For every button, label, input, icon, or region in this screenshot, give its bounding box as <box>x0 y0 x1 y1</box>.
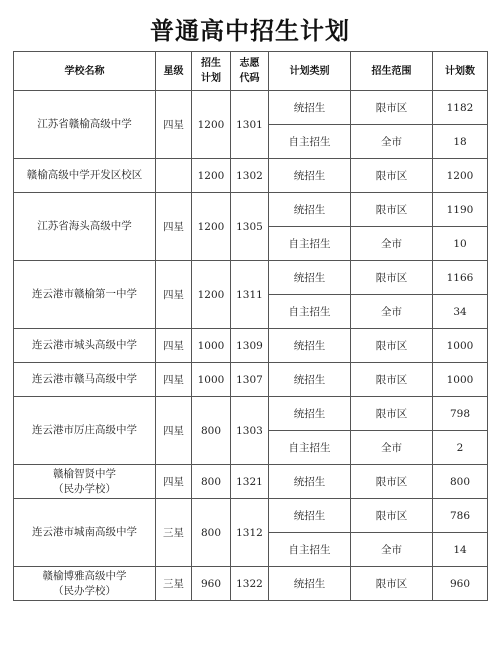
plan-category-cell: 统招生 <box>269 91 351 125</box>
header-code <box>231 52 269 91</box>
plan-category-cell: 自主招生 <box>269 125 351 159</box>
header-plan-line2: 计划 <box>201 73 221 84</box>
choice-code-cell: 1307 <box>231 363 269 397</box>
school-name-cell <box>14 499 156 567</box>
plan-count-cell: 18 <box>433 125 488 159</box>
school-name-cell <box>14 465 156 499</box>
header-category: 计划类别 <box>269 52 351 91</box>
star-level-cell: 四星 <box>156 397 192 465</box>
plan-total-cell: 1000 <box>192 329 231 363</box>
plan-category-cell: 统招生 <box>269 261 351 295</box>
school-name-cell <box>14 91 156 159</box>
school-name-cell <box>14 261 156 329</box>
plan-category-cell: 自主招生 <box>269 227 351 261</box>
school-name-line: 连云港市城头高级中学 <box>32 339 137 351</box>
plan-count-cell: 1190 <box>433 193 488 227</box>
enroll-scope-cell: 全市 <box>351 295 433 329</box>
plan-total-cell: 960 <box>192 567 231 601</box>
plan-total-cell: 1200 <box>192 193 231 261</box>
plan-category-cell: 自主招生 <box>269 431 351 465</box>
plan-total-cell: 1000 <box>192 363 231 397</box>
plan-category-cell: 统招生 <box>269 193 351 227</box>
table-row <box>14 499 488 533</box>
choice-code-cell: 1305 <box>231 193 269 261</box>
enroll-scope-cell: 限市区 <box>351 465 433 499</box>
plan-category-cell: 统招生 <box>269 465 351 499</box>
school-name-line: 江苏省海头高级中学 <box>37 220 132 232</box>
enroll-scope-cell: 限市区 <box>351 363 433 397</box>
header-count: 计划数 <box>433 52 488 91</box>
plan-category-cell: 统招生 <box>269 567 351 601</box>
header-plan-line1: 招生 <box>201 58 221 69</box>
plan-count-cell: 960 <box>433 567 488 601</box>
school-name-line: 江苏省赣榆高级中学 <box>37 118 132 130</box>
school-name-cell <box>14 329 156 363</box>
star-level-cell: 四星 <box>156 193 192 261</box>
star-level-cell: 三星 <box>156 567 192 601</box>
table-row <box>14 363 488 397</box>
header-code-line2: 代码 <box>239 73 260 84</box>
star-level-cell: 三星 <box>156 499 192 567</box>
school-name-line: 连云港市厉庄高级中学 <box>32 424 137 436</box>
plan-total-cell: 800 <box>192 465 231 499</box>
choice-code-cell: 1309 <box>231 329 269 363</box>
star-level-cell <box>156 159 192 193</box>
plan-total-cell: 1200 <box>192 91 231 159</box>
plan-count-cell: 1000 <box>433 329 488 363</box>
table-row <box>14 567 488 601</box>
enroll-scope-cell: 全市 <box>351 533 433 567</box>
school-name-cell <box>14 193 156 261</box>
school-name-line: 赣榆博雅高级中学 <box>42 569 127 582</box>
school-name-line: 赣榆高级中学开发区校区 <box>26 169 143 181</box>
choice-code-cell: 1321 <box>231 465 269 499</box>
star-level-cell: 四星 <box>156 91 192 159</box>
header-school: 学校名称 <box>14 52 156 91</box>
plan-category-cell: 统招生 <box>269 397 351 431</box>
enroll-scope-cell: 限市区 <box>351 329 433 363</box>
school-name-line: （民办学校） <box>53 482 116 495</box>
choice-code-cell: 1312 <box>231 499 269 567</box>
plan-total-cell: 800 <box>192 397 231 465</box>
table-row <box>14 397 488 431</box>
enroll-scope-cell: 限市区 <box>351 261 433 295</box>
enroll-scope-cell: 全市 <box>351 431 433 465</box>
school-name-line: 连云港市赣马高级中学 <box>32 373 137 385</box>
enroll-scope-cell: 全市 <box>351 125 433 159</box>
plan-count-cell: 1200 <box>433 159 488 193</box>
plan-count-cell: 798 <box>433 397 488 431</box>
plan-total-cell: 1200 <box>192 261 231 329</box>
table-row <box>14 465 488 499</box>
plan-total-cell: 1200 <box>192 159 231 193</box>
enroll-scope-cell: 限市区 <box>351 499 433 533</box>
table-header-row <box>14 52 488 91</box>
header-plan <box>192 52 231 91</box>
choice-code-cell: 1302 <box>231 159 269 193</box>
enrollment-plan-table <box>13 51 488 601</box>
school-name-cell <box>14 567 156 601</box>
school-name-cell <box>14 363 156 397</box>
school-name-line: （民办学校） <box>53 584 116 597</box>
star-level-cell: 四星 <box>156 261 192 329</box>
page-title: 普通高中招生计划 <box>150 16 350 45</box>
school-name-line: 连云港市城南高级中学 <box>32 526 137 538</box>
enroll-scope-cell: 限市区 <box>351 159 433 193</box>
plan-category-cell: 自主招生 <box>269 295 351 329</box>
header-code-line1: 志愿 <box>239 58 260 69</box>
plan-count-cell: 1000 <box>433 363 488 397</box>
choice-code-cell: 1311 <box>231 261 269 329</box>
table-row <box>14 91 488 125</box>
plan-category-cell: 统招生 <box>269 159 351 193</box>
plan-count-cell: 786 <box>433 499 488 533</box>
header-scope: 招生范围 <box>351 52 433 91</box>
table-body <box>14 91 488 601</box>
plan-category-cell: 自主招生 <box>269 533 351 567</box>
plan-count-cell: 2 <box>433 431 488 465</box>
plan-count-cell: 800 <box>433 465 488 499</box>
plan-category-cell: 统招生 <box>269 363 351 397</box>
table-row <box>14 261 488 295</box>
table-row <box>14 159 488 193</box>
enroll-scope-cell: 限市区 <box>351 397 433 431</box>
choice-code-cell: 1322 <box>231 567 269 601</box>
table-row <box>14 329 488 363</box>
enroll-scope-cell: 限市区 <box>351 193 433 227</box>
plan-count-cell: 14 <box>433 533 488 567</box>
plan-category-cell: 统招生 <box>269 499 351 533</box>
plan-count-cell: 1166 <box>433 261 488 295</box>
plan-category-cell: 统招生 <box>269 329 351 363</box>
choice-code-cell: 1301 <box>231 91 269 159</box>
enroll-scope-cell: 限市区 <box>351 91 433 125</box>
enroll-scope-cell: 限市区 <box>351 567 433 601</box>
plan-count-cell: 1182 <box>433 91 488 125</box>
school-name-cell <box>14 397 156 465</box>
star-level-cell: 四星 <box>156 465 192 499</box>
header-star: 星级 <box>156 52 192 91</box>
star-level-cell: 四星 <box>156 363 192 397</box>
school-name-cell <box>14 159 156 193</box>
plan-count-cell: 34 <box>433 295 488 329</box>
school-name-line: 连云港市赣榆第一中学 <box>32 288 137 300</box>
plan-total-cell: 800 <box>192 499 231 567</box>
table-row <box>14 193 488 227</box>
enroll-scope-cell: 全市 <box>351 227 433 261</box>
plan-count-cell: 10 <box>433 227 488 261</box>
star-level-cell: 四星 <box>156 329 192 363</box>
choice-code-cell: 1303 <box>231 397 269 465</box>
school-name-line: 赣榆智贤中学 <box>53 467 116 480</box>
